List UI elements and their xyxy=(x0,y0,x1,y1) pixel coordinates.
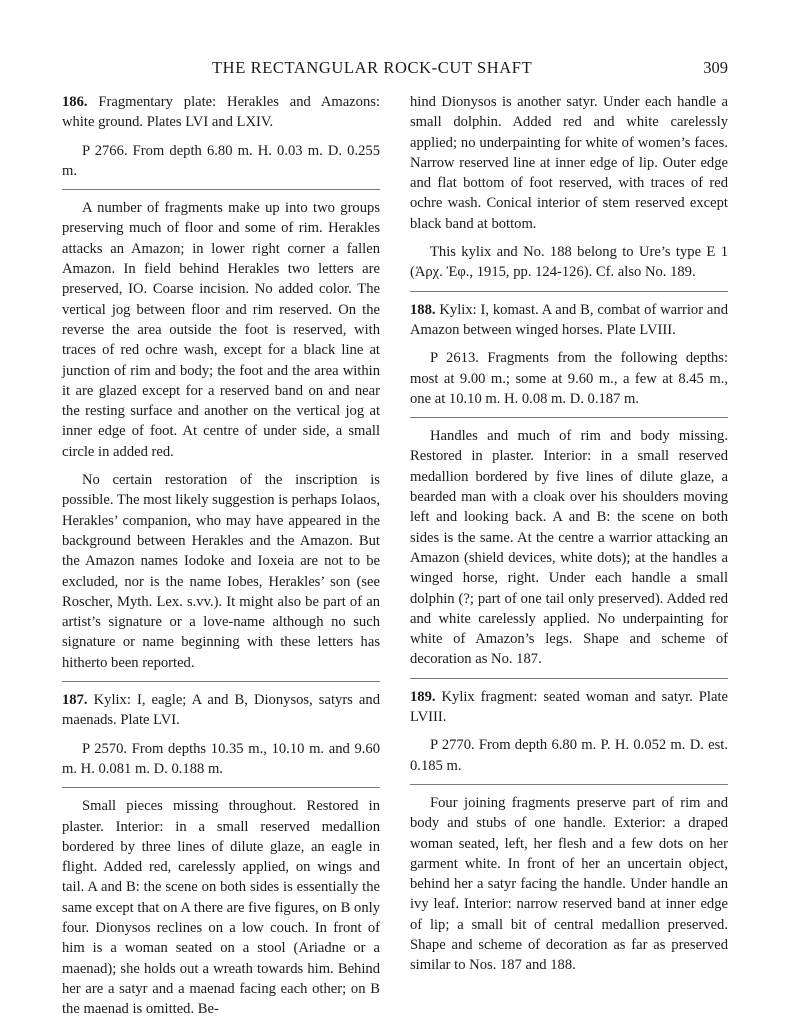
page-header xyxy=(62,58,728,80)
divider xyxy=(62,787,380,788)
entry-number: 186. xyxy=(62,94,88,110)
entry-186-description: A number of fragments make up into two groups preserving much of floor and some of rim. Herakles attacks an Amazon; in lower right corner a fallen Amazon. In field behind Herakles two letters are preserved, IO. Coarse incision. No added color. The vertical jog between floor and rim reserved. On the reverse the area outside the foot is reserved, with traces of red ochre wash, except for a black line at junction of rim and body; the foot and the area within it are glazed except for a reserved band on and near the resting surface and another on the vertical jog at inner edge of foot. At centre of under side, a small circle in added red. xyxy=(62,200,380,460)
entry-189-heading xyxy=(410,687,728,728)
entry-186-commentary: No certain restoration of the inscription is possible. The most likely suggestion is perhaps Iolaos, Herakles’ companion, who may have appeared in the background between Herakles and the Amazon. But the Amazon names Iodoke and Ioxeia are not to be excluded, nor is the name Iobes, Herakles’ son (see Roscher, Myth. Lex. s.vv.). It might also be part of an artist’s signature or a love-name although no such signature or name beginning with these letters has hitherto been reported. xyxy=(62,472,380,671)
entry-title: Fragmentary plate: Herakles and Amazons: white ground. Plates LVI and LXIV. xyxy=(62,94,380,131)
entry-189-meta: P 2770. From depth 6.80 m. P. H. 0.052 m. D. est. 0.185 m. xyxy=(410,737,728,774)
entry-187-commentary: This kylix and No. 188 belong to Ure’s type E 1 (Ἀρχ. Ἐφ., 1915, pp. 124-126). Cf. also No. 189. xyxy=(410,244,728,281)
entry-188-description: Handles and much of rim and body missing. Restored in plaster. Interior: in a small reserved medallion bordered by five lines of dilute glaze, a bearded man with a cloak over his shoulders moving left and looking back. A and B: the scene on both sides is the same. At the centre a warrior attacking an Amazon (shield devices, white dots); at the handles a winged horse, right. Under each handle a small dolphin (?; part of one tail only preserved). Added red and white carelessly applied. No underpainting for white of Amazon’s legs. Shape and scheme of decoration as No. 187. xyxy=(410,428,728,668)
entry-187-heading xyxy=(62,690,380,731)
running-head: THE RECTANGULAR ROCK-CUT SHAFT xyxy=(212,58,533,77)
entry-186-meta: P 2766. From depth 6.80 m. H. 0.03 m. D. 0.255 m. xyxy=(62,142,380,179)
divider xyxy=(410,417,728,418)
divider xyxy=(410,291,728,292)
entry-186-heading xyxy=(62,92,380,133)
entry-189-description: Four joining fragments preserve part of rim and body and stubs of one handle. Exterior: a draped woman seated, left, her flesh and a few dots on her garment white. In front of her an uncertain object, behind her a satyr facing the handle. Under handle an ivy leaf. Interior: narrow reserved band at inner edge of lip; a small bit of central medallion preserved. Shape and scheme of decoration as far as preserved similar to Nos. 187 and 188. xyxy=(410,794,728,974)
page-number: 309 xyxy=(703,58,728,77)
entry-number: 187. xyxy=(62,692,88,709)
entry-187-description-continued: hind Dionysos is another satyr. Under each handle a small dolphin. Added red and white carelessly applied; no underpainting for white of women’s faces. Narrow reserved line at inner edge of lip. Outer edge and flat bottom of foot reserved, with traces of red ochre wash. Conical interior of stem reserved except black band at bottom. xyxy=(410,94,728,232)
entry-number: 189. xyxy=(410,688,436,705)
divider xyxy=(410,678,728,679)
entry-188-heading xyxy=(410,300,728,341)
entry-title: Kylix fragment: seated woman and satyr. Plate LVIII. xyxy=(410,688,728,726)
entry-188-meta: P 2613. Fragments from the following depths: most at 9.00 m.; some at 9.60 m., a few at 8.45 m., one at 10.10 m. H. 0.08 m. D. 0.187 m. xyxy=(410,350,728,407)
entry-187-meta: P 2570. From depths 10.35 m., 10.10 m. and 9.60 m. H. 0.081 m. D. 0.188 m. xyxy=(62,740,380,777)
divider xyxy=(62,189,380,190)
entry-187-description: Small pieces missing throughout. Restored in plaster. Interior: in a small reserved medallion bordered by three lines of dilute glaze, an eagle in flight. Added red, carelessly applied, on wings and tail. A and B: the scene on both sides is essentially the same except that on A there are five figures, on B only four. Dionysos reclines on a low couch. In front of him is a woman seated on a stool (Ariadne or a maenad); she holds out a wreath towards him. Behind her are a satyr and a maenad facing each other; on B the maenad is omitted. Be- xyxy=(62,798,380,1018)
divider xyxy=(410,784,728,785)
entry-title: Kylix: I, komast. A and B, combat of warrior and Amazon between winged horses. Plate LVIII. xyxy=(410,301,728,338)
entry-number: 188. xyxy=(410,301,436,318)
left-column xyxy=(62,92,380,1027)
right-column xyxy=(410,92,728,984)
divider xyxy=(62,681,380,682)
entry-title: Kylix: I, eagle; A and B, Dionysos, satyrs and maenads. Plate LVI. xyxy=(62,692,380,729)
